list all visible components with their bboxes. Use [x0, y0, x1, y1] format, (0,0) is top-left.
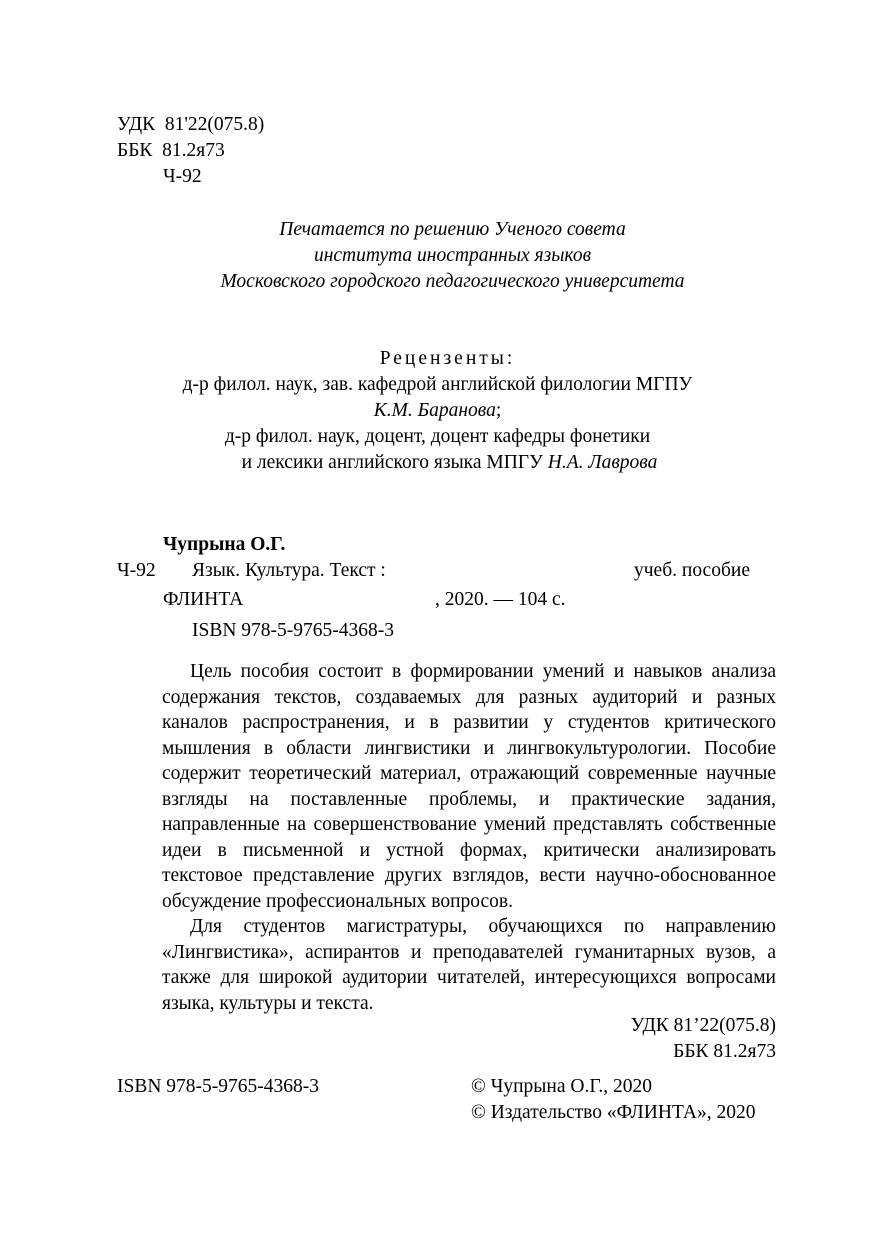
classification-bbk: ББК 81.2я73	[673, 1041, 776, 1062]
bbk-value: 81.2я73	[162, 140, 225, 161]
bib-title: Язык. Культура. Текст :	[192, 560, 386, 581]
bib-type: учеб. пособие	[634, 560, 750, 581]
bbk-header	[117, 138, 225, 164]
bib-publisher: ФЛИНТА	[163, 589, 244, 610]
footer-isbn: ISBN 978-5-9765-4368-3	[117, 1076, 320, 1097]
udk-value: 81'22(075.8)	[164, 114, 265, 135]
reviewer-1-role: д-р филол. наук, зав. кафедрой английской филологии МГПУ	[182, 374, 693, 395]
reviewers-title: Рецензенты:	[379, 348, 516, 369]
decision-line-3: Московского городского педагогического университета	[220, 271, 685, 292]
decision-line-1: Печатается по решению Ученого совета	[279, 219, 626, 240]
annotation-paragraph-1: Цель пособия состоит в формировании умений и навыков анализа содержания текстов, создаваемых для разных аудиторий и разных каналов распространения, и в развитии у студентов критического мышления в области лингвистики и лингвокультурологии. Пособие содержит теоретический материал, отражающий современные научные взгляды на поставленные проблемы, и практические задания, направленные на совершенствование умений представлять собственные идеи в письменной и устной формах, критически анализировать текстовое представление других взглядов, вести научно-обоснованное обсуждение профессиональных вопросов.	[162, 661, 776, 912]
bbk-label: ББК	[117, 140, 153, 161]
bib-isbn: ISBN 978-5-9765-4368-3	[192, 620, 395, 641]
reviewer-2-name: Н.А. Лаврова	[547, 452, 658, 473]
reviewer-2-role-line-2: и лексики английского языка МПГУ	[241, 452, 543, 473]
bib-year-pages: , 2020. — 104 с.	[435, 589, 566, 610]
reviewer-2-line-2	[12, 450, 875, 476]
reviewer-2-role-line-1: д-р филол. наук, доцент, доцент кафедры фонетики	[224, 426, 651, 447]
annotation	[162, 659, 776, 1016]
reviewer-1-name-line	[0, 398, 875, 424]
annotation-paragraph-2: Для студентов магистратуры, обучающихся по направлению «Лингвистика», аспирантов и преподавателей гуманитарных вузов, а также для широкой аудитории читателей, интересующихся вопросами языка, культуры и текста.	[162, 916, 776, 1014]
reviewer-1-sep: ;	[495, 400, 502, 421]
udk-header	[117, 112, 264, 138]
bib-mark: Ч-92	[117, 560, 156, 581]
footer-copyright-author: © Чупрына О.Г., 2020	[471, 1076, 653, 1097]
classification-udk: УДК 81’22(075.8)	[630, 1015, 776, 1036]
footer-copyright-publisher: © Издательство «ФЛИНТА», 2020	[471, 1102, 756, 1123]
reviewer-1-name: К.М. Баранова	[373, 400, 496, 421]
udk-label: УДК	[117, 114, 156, 135]
bib-author: Чупрына О.Г.	[163, 534, 286, 555]
decision-line-2: института иностранных языков	[313, 245, 592, 266]
author-mark-header: Ч-92	[163, 166, 202, 187]
